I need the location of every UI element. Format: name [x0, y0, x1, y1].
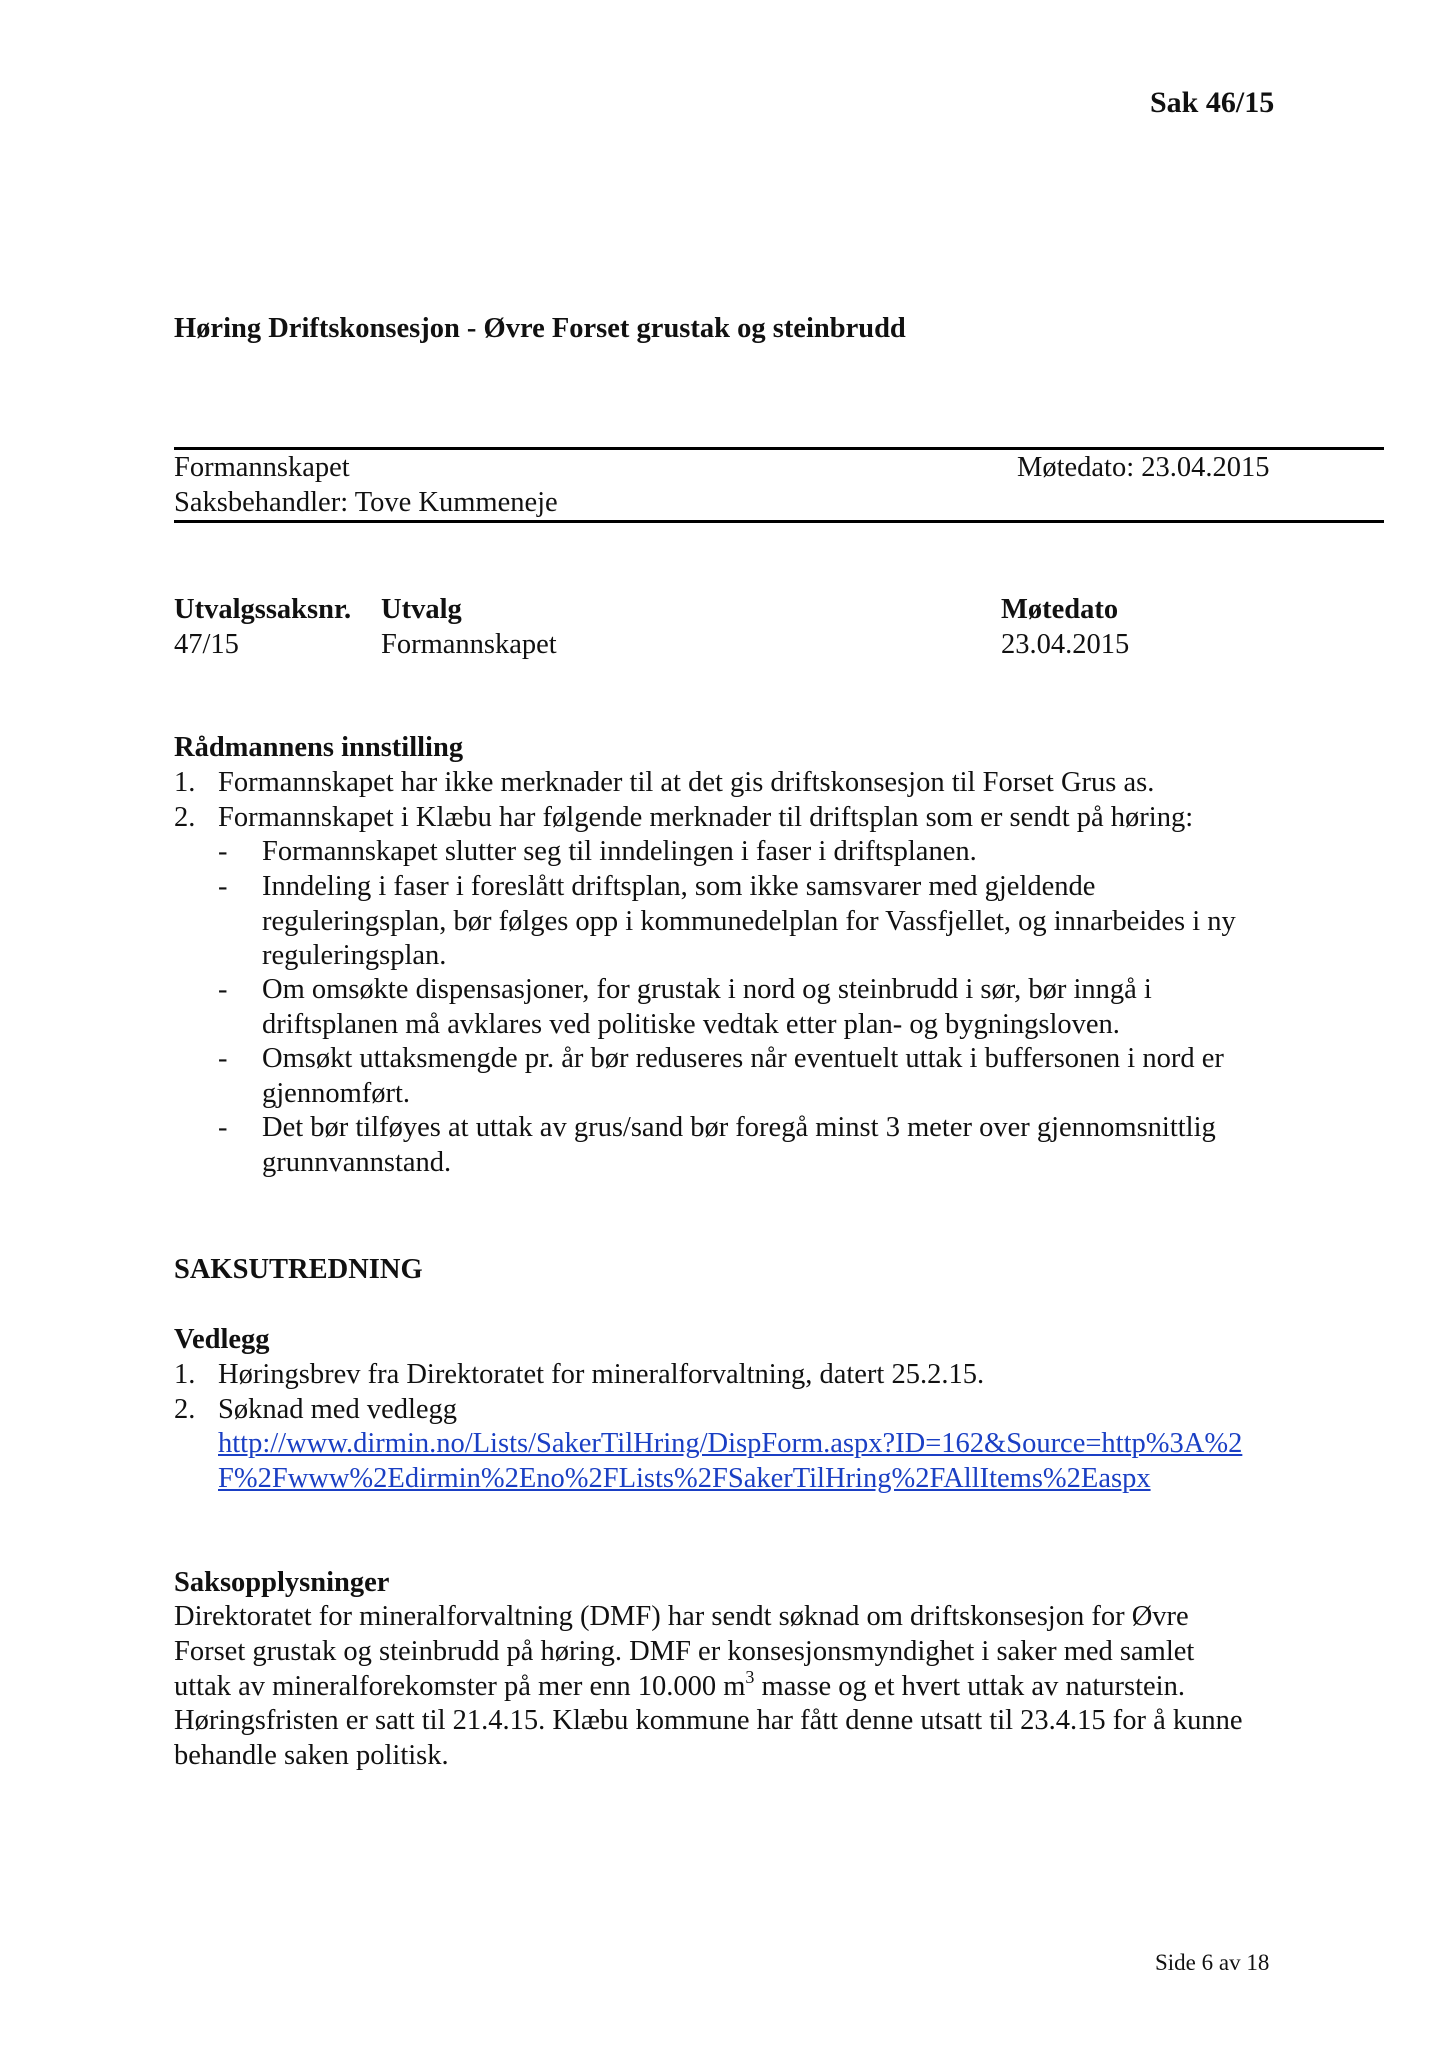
top-divider — [174, 447, 1384, 450]
table-cell-committee: Formannskapet — [381, 629, 557, 660]
table-cell-meeting-date: 23.04.2015 — [1001, 629, 1130, 660]
information-line: Direktoratet for mineralforvaltning (DMF) har sendt søknad om driftskonsesjon for Øvre — [174, 1601, 1189, 1632]
information-line — [174, 1666, 1185, 1705]
information-text: uttak av mineralforekomster på mer enn 10.000 m — [174, 1671, 746, 1702]
recommendation-heading: Rådmannens innstilling — [174, 732, 464, 763]
list-number: 2. — [174, 1394, 196, 1425]
information-line: Forset grustak og steinbrudd på høring. DMF er konsesjonsmyndighet i saker med samlet — [174, 1636, 1195, 1667]
list-number: 1. — [174, 767, 196, 798]
attachment-link-line-2[interactable]: F%2Fwww%2Edirmin%2Eno%2FLists%2FSakerTilHring%2FAllItems%2Easpx — [218, 1463, 1151, 1494]
list-item-text: Formannskapet har ikke merknader til at det gis driftskonsesjon til Forset Grus as. — [218, 767, 1155, 798]
committee-name: Formannskapet — [174, 452, 350, 483]
dash-bullet: - — [218, 836, 228, 867]
superscript-three: 3 — [745, 1666, 755, 1687]
information-heading: Saksopplysninger — [174, 1567, 390, 1598]
document-title: Høring Driftskonsesjon - Øvre Forset grustak og steinbrudd — [174, 313, 906, 344]
information-line: Høringsfristen er satt til 21.4.15. Klæbu kommune har fått denne utsatt til 23.4.15 for å kunne — [174, 1705, 1243, 1736]
subitem-text: Om omsøkte dispensasjoner, for grustak i nord og steinbrudd i sør, bør inngå i driftsplanen må avklares ved politiske vedtak etter plan- og bygningsloven. — [262, 974, 1152, 1040]
list-item-text: Høringsbrev fra Direktoratet for mineralforvaltning, datert 25.2.15. — [218, 1359, 985, 1390]
page-number: Side 6 av 18 — [1155, 1950, 1270, 1975]
dash-bullet: - — [218, 974, 228, 1005]
information-line: behandle saken politisk. — [174, 1740, 449, 1771]
bottom-divider — [174, 520, 1384, 523]
table-cell-case-no: 47/15 — [174, 629, 239, 660]
attachment-link-line-1[interactable]: http://www.dirmin.no/Lists/SakerTilHring/DispForm.aspx?ID=162&Source=http%3A%2 — [218, 1428, 1243, 1459]
list-item-text: Søknad med vedlegg — [218, 1394, 458, 1425]
information-text: masse og et hvert uttak av naturstein. — [754, 1671, 1185, 1702]
meeting-date: Møtedato: 23.04.2015 — [1017, 452, 1270, 483]
dash-bullet: - — [218, 1112, 228, 1143]
list-number: 2. — [174, 802, 196, 833]
table-header-case-no: Utvalgssaksnr. — [174, 594, 352, 625]
subitem-text: Det bør tilføyes at uttak av grus/sand bør foregå minst 3 meter over gjennomsnittlig grunnvannstand. — [262, 1112, 1216, 1178]
table-header-committee: Utvalg — [381, 594, 462, 625]
dash-bullet: - — [218, 1043, 228, 1074]
list-item-text: Formannskapet i Klæbu har følgende merknader til driftsplan som er sendt på høring: — [218, 802, 1194, 833]
table-header-meeting-date: Møtedato — [1001, 594, 1119, 625]
attachments-heading: Vedlegg — [174, 1324, 270, 1355]
case-number: Sak 46/15 — [1150, 86, 1275, 119]
dash-bullet: - — [218, 871, 228, 902]
subitem-text: Formannskapet slutter seg til inndelingen i faser i driftsplanen. — [262, 836, 977, 867]
list-number: 1. — [174, 1359, 196, 1390]
case-officer: Saksbehandler: Tove Kummeneje — [174, 487, 558, 518]
saksutredning-heading: SAKSUTREDNING — [174, 1254, 423, 1285]
subitem-text: Omsøkt uttaksmengde pr. år bør reduseres når eventuelt uttak i buffersonen i nord er gjennomført. — [262, 1043, 1224, 1109]
subitem-text: Inndeling i faser i foreslått driftsplan, som ikke samsvarer med gjeldende reguleringsplan, bør følges opp i kommunedelplan for Vassfjellet, og innarbeides i ny reguleringsplan. — [262, 871, 1236, 971]
